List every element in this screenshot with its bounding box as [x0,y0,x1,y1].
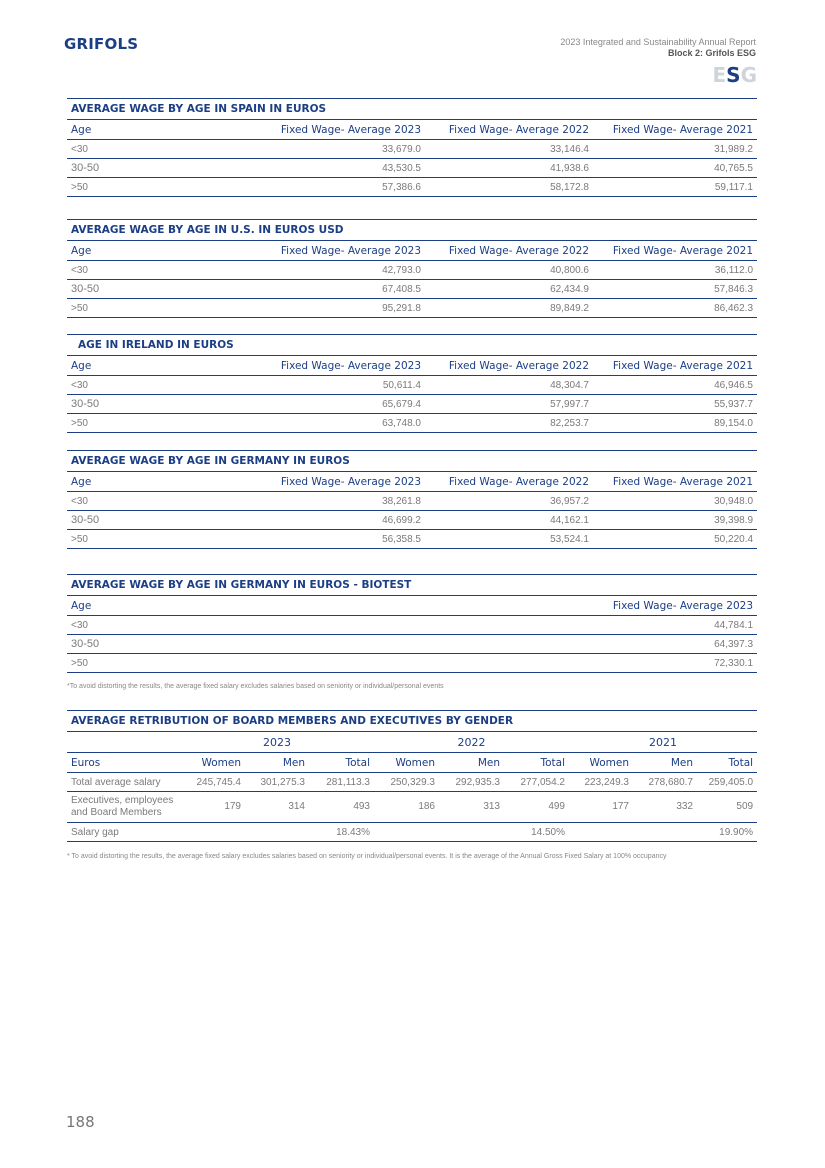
value-cell: 301,275.3 [245,773,309,792]
table-title: AVERAGE WAGE BY AGE IN U.S. IN EUROS USD [67,220,757,241]
table-row [67,159,757,178]
table-row [67,376,757,395]
value-2022: 57,997.7 [425,395,593,414]
row-label-line: Executives, employees [71,795,174,806]
value-2022: 62,434.9 [425,280,593,299]
col-header-2022: Fixed Wage- Average 2022 [425,472,593,492]
value-cell: 186 [374,792,439,823]
value-2022: 33,146.4 [425,140,593,159]
value-cell: 493 [309,792,374,823]
value-2023: 64,397.3 [567,635,757,654]
value-2021: 55,937.7 [593,395,757,414]
germany-wage-table [67,450,757,549]
value-2021: 39,398.9 [593,511,757,530]
age-label: <30 [67,261,257,280]
age-label: 30-50 [67,280,257,299]
table-title: AVERAGE RETRIBUTION OF BOARD MEMBERS AND EXECUTIVES BY GENDER [67,711,757,732]
col-header-2023: Fixed Wage- Average 2023 [567,596,757,616]
value-2021: 30,948.0 [593,492,757,511]
men-header: Men [633,753,697,773]
value-2022: 82,253.7 [425,414,593,433]
table-title: AVERAGE WAGE BY AGE IN SPAIN IN EUROS [67,99,757,120]
value-cell: 223,249.3 [569,773,633,792]
value-cell: 277,054.2 [504,773,569,792]
table-row [67,511,757,530]
value-cell: 313 [439,792,504,823]
value-cell: 281,113.3 [309,773,374,792]
row-label: Total average salary [67,773,180,792]
table-row [67,299,757,318]
value-2021: 89,154.0 [593,414,757,433]
value-cell: 278,680.7 [633,773,697,792]
age-label: <30 [67,376,257,395]
value-2021: 50,220.4 [593,530,757,549]
value-2022: 44,162.1 [425,511,593,530]
age-label: <30 [67,616,567,635]
biotest-wage-table [67,574,757,673]
table-row [67,792,757,823]
value-2023: 50,611.4 [257,376,425,395]
value-2022: 89,849.2 [425,299,593,318]
table-row [67,823,757,842]
us-wage-table [67,219,757,318]
value-2023: 95,291.8 [257,299,425,318]
value-2021: 86,462.3 [593,299,757,318]
value-2021: 40,765.5 [593,159,757,178]
table-row [67,616,757,635]
ireland-wage-table [67,334,757,433]
value-2023: 46,699.2 [257,511,425,530]
value-2023: 44,784.1 [567,616,757,635]
salary-gap-2023: 18.43% [180,823,374,842]
age-label: 30-50 [67,635,567,654]
report-header [560,37,756,59]
biotest-footnote: *To avoid distorting the results, the average fixed salary excludes salaries based on seniority or individual/personal events [67,683,444,690]
esg-s: S [726,63,741,87]
value-2021: 36,112.0 [593,261,757,280]
value-2022: 36,957.2 [425,492,593,511]
value-2023: 72,330.1 [567,654,757,673]
age-label: 30-50 [67,511,257,530]
value-cell: 250,329.3 [374,773,439,792]
age-header: Age [67,120,257,140]
row-label: Salary gap [67,823,180,842]
col-header-2023: Fixed Wage- Average 2023 [257,241,425,261]
salary-gap-2021: 19.90% [569,823,757,842]
value-2022: 58,172.8 [425,178,593,197]
esg-mark [713,64,758,86]
table-row [67,414,757,433]
age-header: Age [67,472,257,492]
age-header: Age [67,241,257,261]
report-title: 2023 Integrated and Sustainability Annual Report [560,37,756,47]
row-label-line: and Board Members [71,807,162,818]
col-header-2021: Fixed Wage- Average 2021 [593,472,757,492]
value-2021: 31,989.2 [593,140,757,159]
grifols-logo: GRIFOLS [64,35,139,53]
total-header: Total [697,753,757,773]
total-header: Total [309,753,374,773]
women-header: Women [569,753,633,773]
value-cell: 332 [633,792,697,823]
table-row [67,773,757,792]
value-2023: 63,748.0 [257,414,425,433]
value-2023: 57,386.6 [257,178,425,197]
salary-gap-2022: 14.50% [374,823,569,842]
col-header-2023: Fixed Wage- Average 2023 [257,472,425,492]
value-cell: 292,935.3 [439,773,504,792]
col-header-2022: Fixed Wage- Average 2022 [425,241,593,261]
age-header: Age [67,596,567,616]
value-2023: 33,679.0 [257,140,425,159]
value-2023: 65,679.4 [257,395,425,414]
age-label: <30 [67,140,257,159]
value-2023: 42,793.0 [257,261,425,280]
age-label: 30-50 [67,395,257,414]
report-block: Block 2: Grifols ESG [667,48,756,58]
col-header-2023: Fixed Wage- Average 2023 [257,356,425,376]
table-row [67,140,757,159]
value-cell: 499 [504,792,569,823]
col-header-2021: Fixed Wage- Average 2021 [593,241,757,261]
age-label: >50 [67,299,257,318]
page-number: 188 [66,1113,95,1131]
value-2021: 46,946.5 [593,376,757,395]
value-2022: 41,938.6 [425,159,593,178]
col-header-2021: Fixed Wage- Average 2021 [593,120,757,140]
table-row [67,654,757,673]
table-title: AGE IN IRELAND IN EUROS [67,335,757,356]
value-cell: 314 [245,792,309,823]
men-header: Men [439,753,504,773]
table-row [67,261,757,280]
age-label: 30-50 [67,159,257,178]
col-header-2023: Fixed Wage- Average 2023 [257,120,425,140]
age-label: >50 [67,414,257,433]
men-header: Men [245,753,309,773]
esg-e: E [712,63,727,87]
value-cell: 177 [569,792,633,823]
value-2022: 48,304.7 [425,376,593,395]
value-cell: 245,745.4 [180,773,245,792]
table-row [67,492,757,511]
table-row [67,280,757,299]
value-2023: 43,530.5 [257,159,425,178]
table-title: AVERAGE WAGE BY AGE IN GERMANY IN EUROS - BIOTEST [67,575,757,596]
spain-wage-table [67,98,757,197]
col-header-2022: Fixed Wage- Average 2022 [425,120,593,140]
value-2021: 57,846.3 [593,280,757,299]
women-header: Women [180,753,245,773]
women-header: Women [374,753,439,773]
age-label: >50 [67,178,257,197]
row-label [67,792,180,823]
value-2022: 40,800.6 [425,261,593,280]
year-2022: 2022 [374,732,569,753]
value-2023: 38,261.8 [257,492,425,511]
table-row [67,178,757,197]
col-header-2021: Fixed Wage- Average 2021 [593,356,757,376]
table-title: AVERAGE WAGE BY AGE IN GERMANY IN EUROS [67,451,757,472]
age-label: >50 [67,654,567,673]
col-header-2022: Fixed Wage- Average 2022 [425,356,593,376]
value-cell: 179 [180,792,245,823]
value-cell: 259,405.0 [697,773,757,792]
year-2023: 2023 [180,732,374,753]
esg-g: G [740,63,757,87]
age-label: >50 [67,530,257,549]
year-2021: 2021 [569,732,757,753]
value-2023: 67,408.5 [257,280,425,299]
total-header: Total [504,753,569,773]
board-footnote: * To avoid distorting the results, the average fixed salary excludes salaries based on seniority or individual/personal events. It is the average of the Annual Gross Fixed Salary at 100% occupancy [67,853,667,860]
euros-header: Euros [67,753,180,773]
table-row [67,530,757,549]
board-retribution-table [67,710,757,842]
value-2023: 56,358.5 [257,530,425,549]
table-row [67,635,757,654]
value-2021: 59,117.1 [593,178,757,197]
age-header: Age [67,356,257,376]
age-label: <30 [67,492,257,511]
value-2022: 53,524.1 [425,530,593,549]
value-cell: 509 [697,792,757,823]
table-row [67,395,757,414]
